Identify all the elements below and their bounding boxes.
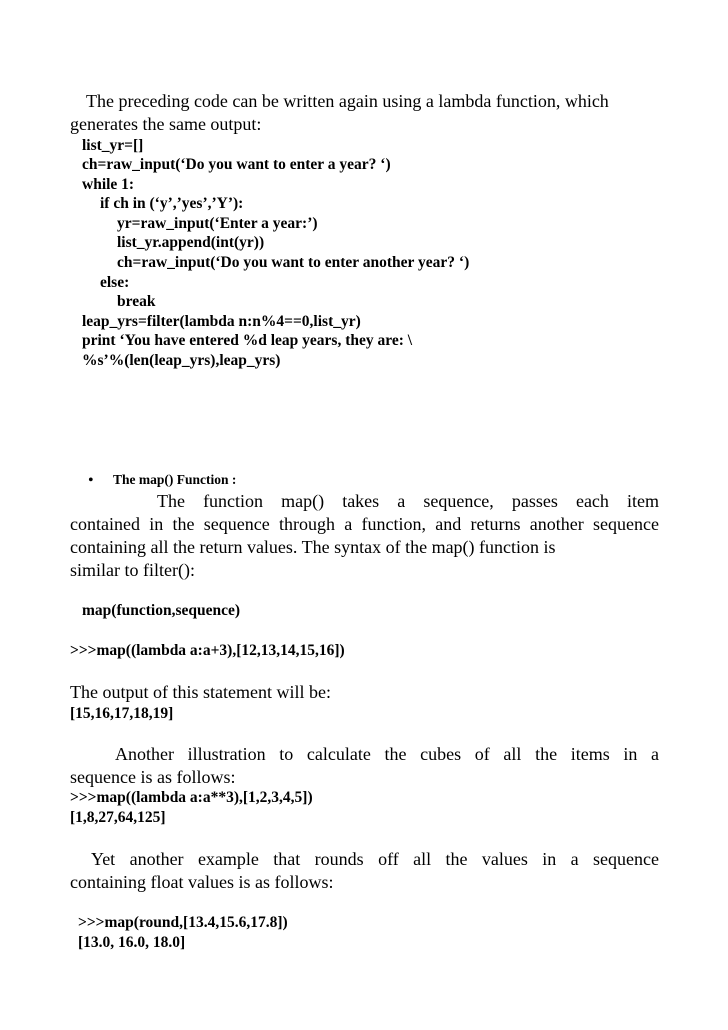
example1-text: The output of this statement will be:: [70, 682, 331, 702]
example3-code: >>>map(round,[13.4,15.6,17.8]): [78, 914, 288, 931]
section-paragraph-line-2: contained in the sequence through a function, and returns another sequence: [70, 514, 659, 534]
code-line: %s’%(len(leap_yrs),leap_yrs): [82, 352, 281, 369]
code-line: print ‘You have entered %d leap years, they are: \: [82, 332, 413, 349]
code-line: list_yr.append(int(yr)): [117, 234, 265, 251]
example2-output: [1,8,27,64,125]: [70, 809, 166, 826]
example1-code: >>>map((lambda a:a+3),[12,13,14,15,16]): [70, 642, 345, 659]
code-line: list_yr=[]: [82, 137, 144, 154]
section-paragraph-line-3: containing all the return values. The syntax of the map() function is: [70, 537, 556, 557]
code-line: if ch in (‘y’,’yes’,’Y’):: [100, 195, 244, 212]
section-paragraph-line-1: The function map() takes a sequence, passes each item: [157, 491, 659, 511]
example2-code: >>>map((lambda a:a**3),[1,2,3,4,5]): [70, 789, 313, 806]
example3-line-1: Yet another example that rounds off all the values in a sequence: [91, 849, 659, 869]
code-line: else:: [100, 274, 130, 291]
example2-line-2: sequence is as follows:: [70, 767, 236, 787]
bullet-marker: •: [88, 472, 94, 489]
section-heading: The map() Function :: [113, 472, 237, 487]
intro-paragraph-line-2: generates the same output:: [70, 114, 262, 134]
code-line: leap_yrs=filter(lambda n:n%4==0,list_yr): [82, 313, 361, 330]
code-line: while 1:: [82, 176, 135, 193]
example3-output: [13.0, 16.0, 18.0]: [78, 934, 186, 951]
intro-paragraph-line-1: The preceding code can be written again using a lambda function, which: [86, 91, 609, 111]
example3-line-2: containing float values is as follows:: [70, 872, 334, 892]
code-line: yr=raw_input(‘Enter a year:’): [117, 215, 318, 232]
code-line: ch=raw_input(‘Do you want to enter a year? ‘): [82, 156, 391, 173]
code-line: break: [117, 293, 156, 310]
code-line: ch=raw_input(‘Do you want to enter another year? ‘): [117, 254, 470, 271]
section-paragraph-line-4: similar to filter():: [70, 560, 195, 580]
example1-output: [15,16,17,18,19]: [70, 705, 174, 722]
syntax-code: map(function,sequence): [82, 602, 241, 619]
example2-line-1: Another illustration to calculate the cubes of all the items in a: [115, 744, 659, 764]
